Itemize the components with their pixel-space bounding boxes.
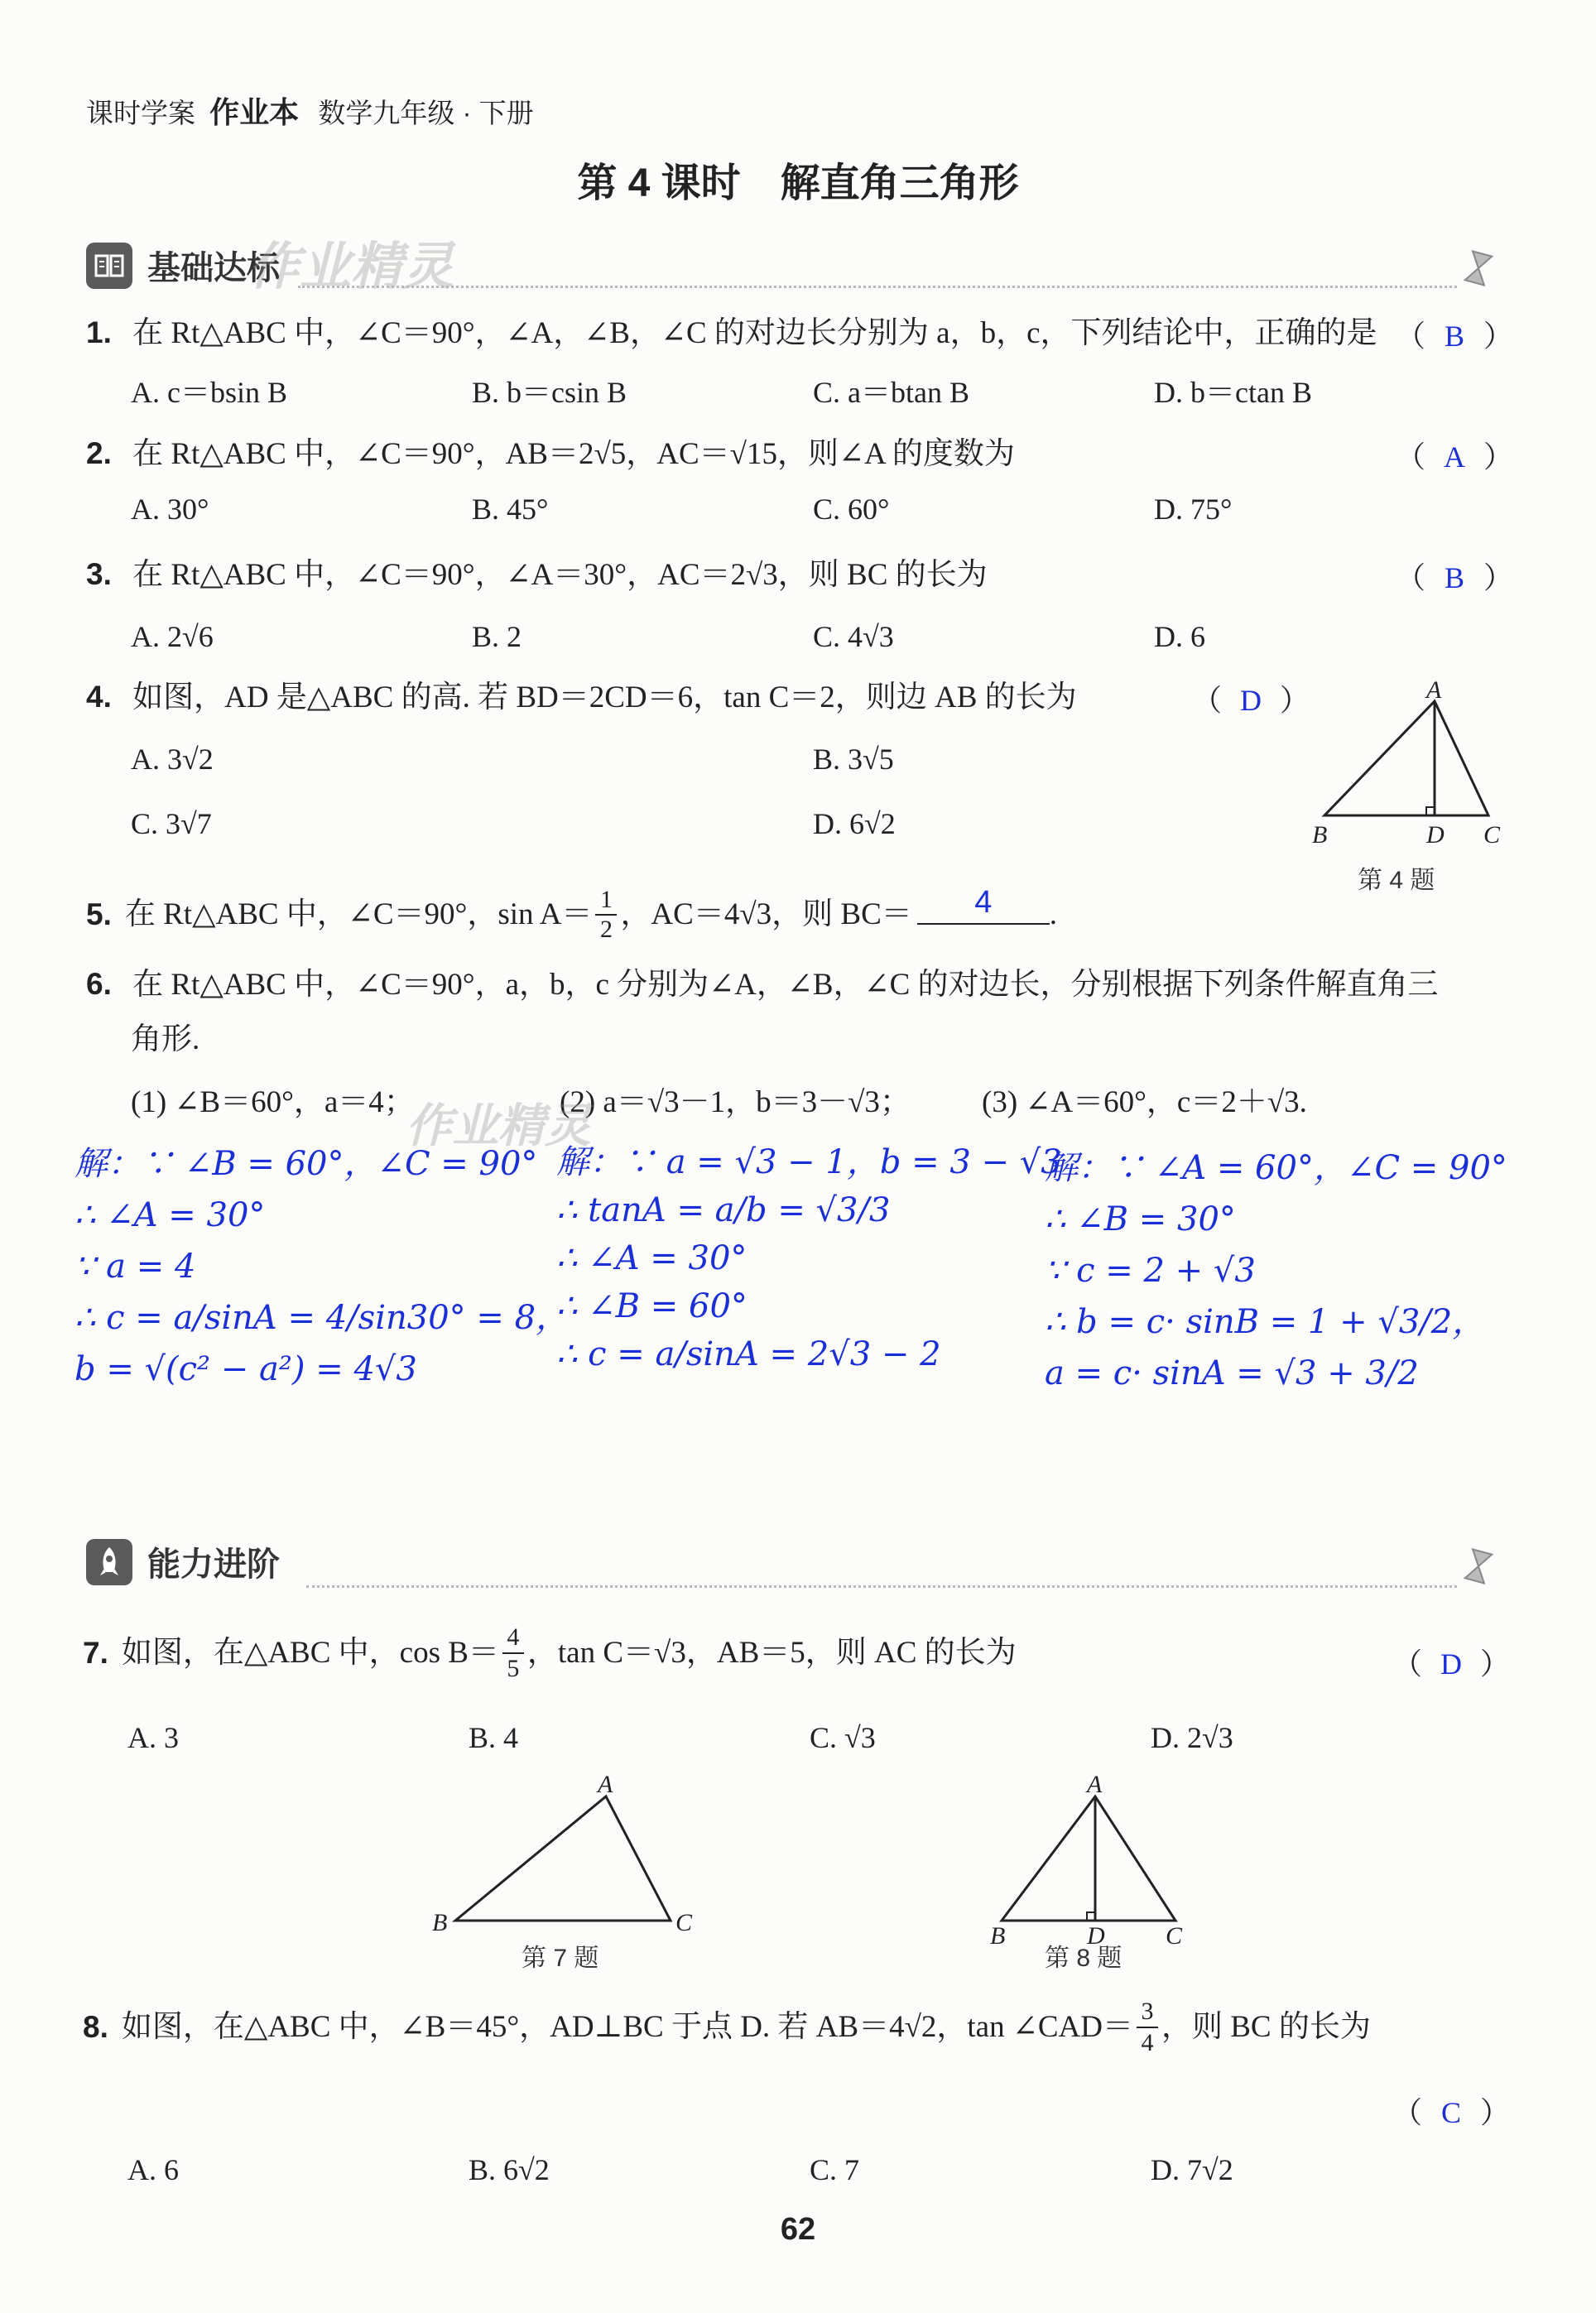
q3-num: 3. bbox=[86, 557, 112, 591]
section-divider bbox=[298, 286, 1457, 288]
q7-text-a: 如图，在△ABC 中，cos B＝ bbox=[121, 1636, 499, 1670]
q8-answer: C bbox=[1441, 2096, 1462, 2129]
sol2-line-2: ∴ tanA = a/b = √3/3 bbox=[556, 1191, 891, 1229]
fig4-label-a: A bbox=[1426, 676, 1442, 704]
q8-option-a: A. 6 bbox=[127, 2153, 179, 2186]
question-4 bbox=[86, 677, 1077, 718]
fig8-triangle bbox=[1002, 1796, 1175, 1921]
fig4-label-b: B bbox=[1312, 821, 1328, 849]
q3-option-c: C. 4√3 bbox=[813, 620, 894, 653]
sol1-line-3: ∵ a = 4 bbox=[75, 1248, 196, 1286]
fig7-label-c: C bbox=[675, 1909, 693, 1936]
q1-option-b: B. b＝csin B bbox=[472, 376, 627, 409]
q3-option-d: D. 6 bbox=[1154, 620, 1205, 653]
q7-option-d: D. 2√3 bbox=[1151, 1721, 1233, 1754]
header-subject: 数学九年级 · 下册 bbox=[318, 98, 534, 128]
figure-7-caption: 第 7 题 bbox=[522, 1945, 599, 1972]
q5-text-b: ，AC＝4√3，则 BC＝ bbox=[620, 897, 912, 931]
q7-option-a: A. 3 bbox=[127, 1721, 179, 1754]
solution-column-3 bbox=[1045, 1142, 1507, 1399]
q4-option-b: B. 3√5 bbox=[813, 743, 894, 776]
question-6 bbox=[86, 964, 1439, 1005]
q7-frac-den: 5 bbox=[502, 1652, 524, 1684]
q3-answer: B bbox=[1445, 561, 1465, 594]
q7-fraction bbox=[502, 1623, 524, 1684]
header-series: 课时学案 bbox=[86, 98, 195, 128]
lesson-title: 第 4 课时 解直角三角形 bbox=[577, 161, 1019, 205]
q4-option-a: A. 3√2 bbox=[131, 743, 214, 776]
sol2-line-1: 解：∵ a = √3 − 1，b = 3 − √3 bbox=[556, 1143, 1062, 1181]
sol2-line-5: ∴ c = a/sinA = 2√3 − 2 bbox=[556, 1335, 941, 1373]
q8-frac-den: 4 bbox=[1137, 2027, 1158, 2058]
q5-text-a: 在 Rt△ABC 中，∠C＝90°，sin A＝ bbox=[124, 897, 593, 931]
q6-part-2: (2) a＝√3－1，b＝3－√3； bbox=[560, 1085, 911, 1119]
q5-answer: 4 bbox=[974, 884, 993, 920]
q7-num: 7. bbox=[83, 1636, 108, 1670]
q6-part-1: (1) ∠B＝60°，a＝4； bbox=[131, 1085, 415, 1119]
q4-answer: D bbox=[1240, 684, 1262, 717]
solution-column-2 bbox=[556, 1138, 1062, 1378]
question-8 bbox=[83, 1997, 1371, 2058]
fig7-label-a: A bbox=[598, 1772, 613, 1798]
q6-part-3: (3) ∠A＝60°，c＝2＋√3. bbox=[982, 1085, 1307, 1119]
q3-option-b: B. 2 bbox=[472, 620, 522, 653]
q8-option-c: C. 7 bbox=[810, 2153, 860, 2186]
q8-num: 8. bbox=[83, 2010, 108, 2044]
fig4-triangle bbox=[1324, 701, 1488, 815]
q2-text: 在 Rt△ABC 中，∠C＝90°，AB＝2√5，AC＝√15，则∠A 的度数为 bbox=[132, 437, 1015, 471]
q8-option-d: D. 7√2 bbox=[1151, 2153, 1233, 2186]
q1-option-a: A. c＝bsin B bbox=[131, 376, 288, 409]
figure-7 bbox=[422, 1772, 704, 1937]
q8-fraction bbox=[1137, 1997, 1158, 2058]
q2-answer-bracket: （ A ） bbox=[1396, 440, 1514, 474]
fig4-label-c: C bbox=[1483, 821, 1501, 849]
q3-answer-bracket: （ B ） bbox=[1396, 561, 1514, 594]
q4-option-c: C. 3√7 bbox=[131, 807, 212, 840]
q3-option-a: A. 2√6 bbox=[131, 620, 214, 653]
header-book: 作业本 bbox=[209, 95, 300, 129]
q4-num: 4. bbox=[86, 680, 112, 714]
q4-option-d: D. 6√2 bbox=[813, 807, 896, 840]
q6-num: 6. bbox=[86, 967, 112, 1001]
sol3-line-4: ∴ b = c· sinB = 1 + √3/2， bbox=[1045, 1303, 1486, 1341]
solution-column-1 bbox=[75, 1138, 569, 1395]
q7-text-b: ，tan C＝√3，AB＝5，则 AC 的长为 bbox=[526, 1636, 1017, 1670]
q5-frac-den: 2 bbox=[595, 914, 617, 944]
q3-text: 在 Rt△ABC 中，∠C＝90°，∠A＝30°，AC＝2√3，则 BC 的长为 bbox=[132, 558, 988, 592]
question-2 bbox=[86, 434, 1015, 474]
q8-option-b: B. 6√2 bbox=[469, 2153, 550, 2186]
q5-frac-num: 1 bbox=[599, 886, 613, 913]
rocket-icon bbox=[86, 1539, 132, 1585]
q1-answer: B bbox=[1445, 320, 1465, 353]
fig7-triangle bbox=[455, 1796, 671, 1921]
fig8-label-b: B bbox=[990, 1922, 1006, 1945]
q7-option-c: C. √3 bbox=[810, 1721, 876, 1754]
figure-8 bbox=[977, 1772, 1192, 1945]
section-title-basic: 基础达标 bbox=[147, 250, 280, 286]
section-header-advanced bbox=[86, 1538, 280, 1585]
q5-num: 5. bbox=[86, 897, 112, 931]
q2-answer: A bbox=[1444, 440, 1466, 474]
q7-frac-num: 4 bbox=[507, 1623, 520, 1651]
q8-frac-num: 3 bbox=[1141, 1998, 1154, 2025]
hourglass-icon-2 bbox=[1464, 1546, 1493, 1590]
q8-text-a: 如图，在△ABC 中，∠B＝45°，AD⊥BC 于点 D. 若 AB＝4√2，tan ∠CAD＝ bbox=[121, 2010, 1133, 2044]
q7-answer-bracket: （ D ） bbox=[1392, 1647, 1511, 1681]
q2-option-b: B. 45° bbox=[472, 493, 549, 526]
sol1-line-2: ∴ ∠A = 30° bbox=[75, 1196, 266, 1234]
q8-text-b: ，则 BC 的长为 bbox=[1161, 2010, 1371, 2044]
fig7-label-b: B bbox=[432, 1909, 448, 1936]
question-3 bbox=[86, 555, 988, 595]
sol2-line-3: ∴ ∠A = 30° bbox=[556, 1239, 748, 1277]
q2-option-a: A. 30° bbox=[131, 493, 209, 526]
watermark: 作业精灵 bbox=[248, 238, 454, 296]
question-5 bbox=[86, 886, 1057, 944]
q6-text-line2: 角形. bbox=[131, 1022, 200, 1056]
sol2-line-4: ∴ ∠B = 60° bbox=[556, 1287, 748, 1325]
q5-end: . bbox=[1049, 897, 1058, 931]
fig8-label-d: D bbox=[1087, 1922, 1105, 1945]
q1-text: 在 Rt△ABC 中，∠C＝90°，∠A，∠B，∠C 的对边长分别为 a，b，c，下列结论中，正确的是 bbox=[132, 316, 1377, 350]
q8-answer-bracket: （ C ） bbox=[1392, 2096, 1511, 2129]
q2-option-d: D. 75° bbox=[1154, 493, 1233, 526]
book-icon bbox=[86, 243, 132, 289]
q4-text: 如图，AD 是△ABC 的高. 若 BD＝2CD＝6，tan C＝2，则边 AB 的长为 bbox=[132, 680, 1077, 714]
sol3-line-2: ∴ ∠B = 30° bbox=[1045, 1200, 1236, 1238]
watermark-2: 作业精灵 bbox=[406, 1099, 591, 1152]
section-divider-2 bbox=[306, 1585, 1457, 1588]
q1-option-c: C. a＝btan B bbox=[813, 376, 969, 409]
hourglass-icon bbox=[1464, 248, 1493, 292]
fig8-label-c: C bbox=[1166, 1922, 1183, 1945]
fig4-label-d: D bbox=[1426, 821, 1445, 849]
running-header bbox=[86, 89, 534, 132]
page-number: 62 bbox=[780, 2212, 816, 2247]
sol3-line-1: 解：∵ ∠A = 60°，∠C = 90° bbox=[1045, 1149, 1507, 1187]
fig8-label-a: A bbox=[1087, 1772, 1103, 1798]
sol3-line-3: ∵ c = 2 + √3 bbox=[1045, 1252, 1256, 1290]
q5-answer-blank[interactable] bbox=[917, 882, 1050, 925]
q1-num: 1. bbox=[86, 315, 112, 349]
q2-option-c: C. 60° bbox=[813, 493, 890, 526]
q5-fraction bbox=[595, 886, 617, 944]
q1-option-d: D. b＝ctan B bbox=[1154, 376, 1312, 409]
figure-4-caption: 第 4 题 bbox=[1358, 867, 1435, 894]
figure-8-caption: 第 8 题 bbox=[1045, 1945, 1122, 1972]
question-7 bbox=[83, 1623, 1017, 1684]
q7-answer: D bbox=[1440, 1647, 1463, 1681]
q2-num: 2. bbox=[86, 436, 112, 470]
question-1 bbox=[86, 313, 1377, 353]
sol1-line-1: 解：∵ ∠B = 60°，∠C = 90° bbox=[75, 1145, 538, 1183]
q4-answer-bracket: （ D ） bbox=[1192, 684, 1310, 717]
q1-answer-bracket: （ B ） bbox=[1396, 320, 1514, 353]
sol3-line-5: a = c· sinA = √3 + 3/2 bbox=[1045, 1354, 1419, 1392]
q7-option-b: B. 4 bbox=[469, 1721, 519, 1754]
section-title-advanced: 能力进阶 bbox=[147, 1546, 280, 1583]
figure-4 bbox=[1300, 675, 1515, 857]
sol1-line-5: b = √(c² − a²) = 4√3 bbox=[75, 1350, 417, 1388]
q6-text-line1: 在 Rt△ABC 中，∠C＝90°，a，b，c 分别为∠A，∠B，∠C 的对边长，分别根据下列条件解直角三 bbox=[132, 968, 1439, 1002]
sol1-line-4: ∴ c = a/sinA = 4/sin30° = 8， bbox=[75, 1299, 570, 1337]
